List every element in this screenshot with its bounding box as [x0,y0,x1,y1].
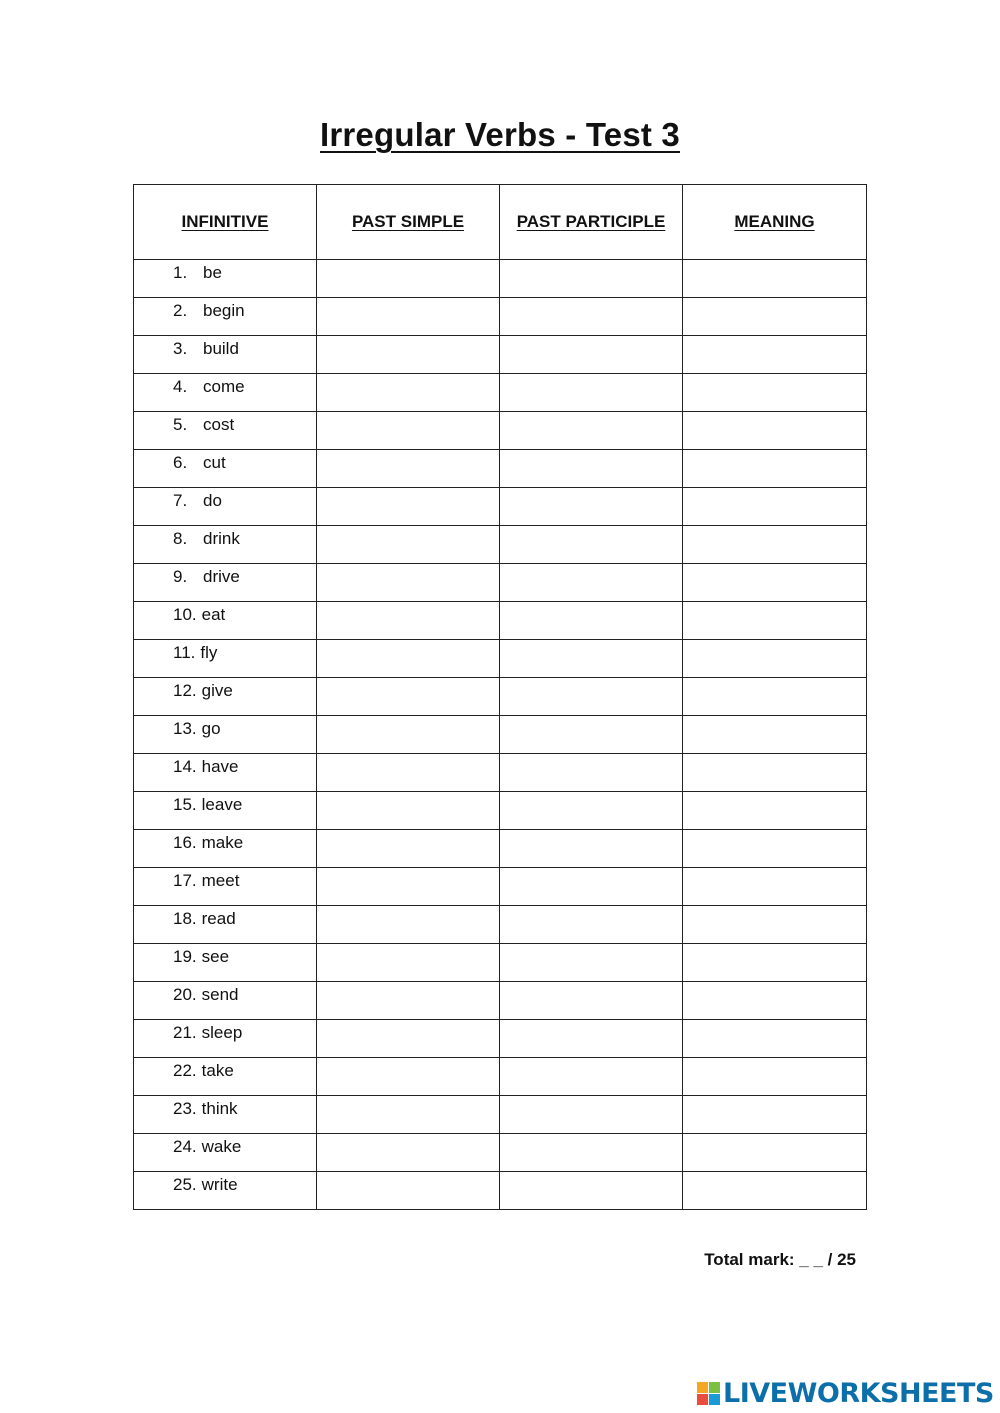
meaning-cell[interactable] [683,336,867,374]
past-participle-cell[interactable] [500,1134,683,1172]
infinitive-verb: cut [203,453,226,472]
item-number: 4. [173,377,188,396]
table-row [134,906,867,944]
infinitive-entry [134,640,316,663]
liveworksheets-logo-icon [697,1382,720,1405]
table-row [134,526,867,564]
past-simple-cell[interactable] [317,678,500,716]
meaning-cell[interactable] [683,678,867,716]
past-simple-cell[interactable] [317,564,500,602]
infinitive-cell [134,1096,317,1134]
meaning-cell[interactable] [683,982,867,1020]
infinitive-cell [134,488,317,526]
infinitive-entry [134,412,316,435]
item-number: 24. [173,1137,197,1156]
infinitive-entry [134,1172,316,1195]
infinitive-entry [134,374,316,397]
item-number: 3. [173,339,188,358]
past-participle-cell[interactable] [500,1020,683,1058]
table-row [134,450,867,488]
table-row [134,1134,867,1172]
infinitive-cell [134,1020,317,1058]
past-simple-cell[interactable] [317,602,500,640]
past-simple-cell[interactable] [317,412,500,450]
past-participle-cell[interactable] [500,564,683,602]
infinitive-verb: come [203,377,245,396]
meaning-cell[interactable] [683,868,867,906]
item-number: 1. [173,263,188,282]
infinitive-verb: eat [201,605,226,624]
item-number: 7. [173,491,188,510]
table-row [134,982,867,1020]
past-simple-cell[interactable] [317,716,500,754]
table-row [134,488,867,526]
item-number: 6. [173,453,188,472]
table-header-row [134,185,867,260]
item-number: 16. [173,833,197,852]
past-participle-cell[interactable] [500,830,683,868]
past-participle-cell[interactable] [500,488,683,526]
item-number: 14. [173,757,197,776]
page-title: Irregular Verbs - Test 3 [319,116,680,153]
past-simple-cell[interactable] [317,526,500,564]
infinitive-cell [134,640,317,678]
infinitive-verb: begin [203,301,245,320]
infinitive-cell [134,1172,317,1210]
past-participle-cell[interactable] [500,298,683,336]
header-infinitive: INFINITIVE [134,185,317,260]
infinitive-verb: take [201,1061,234,1080]
meaning-cell[interactable] [683,1058,867,1096]
table-row [134,754,867,792]
infinitive-cell [134,1134,317,1172]
past-participle-cell[interactable] [500,602,683,640]
past-simple-cell[interactable] [317,374,500,412]
past-participle-cell[interactable] [500,678,683,716]
infinitive-verb: build [203,339,239,358]
past-simple-cell[interactable] [317,868,500,906]
infinitive-verb: see [201,947,230,966]
infinitive-cell [134,868,317,906]
infinitive-entry [134,260,316,283]
liveworksheets-logo [697,1378,994,1408]
logo-square-2 [709,1382,720,1393]
past-simple-cell[interactable] [317,450,500,488]
infinitive-cell [134,412,317,450]
item-number: 2. [173,301,188,320]
past-participle-cell[interactable] [500,1172,683,1210]
past-participle-cell[interactable] [500,260,683,298]
logo-text: LIVEWORKSHEETS [723,1377,994,1409]
infinitive-entry [134,906,316,929]
item-number: 18. [173,909,197,928]
infinitive-verb: give [201,681,233,700]
infinitive-verb: think [201,1099,238,1118]
past-simple-cell[interactable] [317,488,500,526]
table-row [134,412,867,450]
past-simple-cell[interactable] [317,982,500,1020]
infinitive-cell [134,450,317,488]
infinitive-cell [134,830,317,868]
meaning-cell[interactable] [683,298,867,336]
past-participle-cell[interactable] [500,412,683,450]
infinitive-verb: make [201,833,244,852]
item-number: 22. [173,1061,197,1080]
infinitive-cell [134,336,317,374]
meaning-cell[interactable] [683,716,867,754]
table-row [134,868,867,906]
past-participle-cell[interactable] [500,374,683,412]
meaning-cell[interactable] [683,944,867,982]
logo-square-4 [709,1394,720,1405]
past-simple-cell[interactable] [317,1096,500,1134]
item-number: 21. [173,1023,197,1042]
past-simple-cell[interactable] [317,1134,500,1172]
infinitive-verb: send [201,985,239,1004]
meaning-cell[interactable] [683,1020,867,1058]
infinitive-entry [134,564,316,587]
meaning-cell[interactable] [683,374,867,412]
meaning-cell[interactable] [683,564,867,602]
past-simple-cell[interactable] [317,1172,500,1210]
infinitive-verb: go [201,719,221,738]
item-number: 8. [173,529,188,548]
infinitive-cell [134,982,317,1020]
meaning-cell[interactable] [683,488,867,526]
header-meaning: MEANING [683,185,867,260]
meaning-cell[interactable] [683,260,867,298]
item-number: 9. [173,567,188,586]
table-row [134,260,867,298]
infinitive-verb: leave [201,795,243,814]
table-row [134,1020,867,1058]
table-row [134,1058,867,1096]
table-row [134,944,867,982]
infinitive-cell [134,678,317,716]
table-row [134,1172,867,1210]
infinitive-cell [134,944,317,982]
meaning-cell[interactable] [683,412,867,450]
item-number: 25. [173,1175,197,1194]
infinitive-entry [134,716,316,739]
meaning-cell[interactable] [683,602,867,640]
past-participle-cell[interactable] [500,754,683,792]
table-row [134,830,867,868]
past-participle-cell[interactable] [500,906,683,944]
infinitive-entry [134,792,316,815]
infinitive-verb: drive [203,567,240,586]
infinitive-cell [134,906,317,944]
past-participle-cell[interactable] [500,868,683,906]
past-participle-cell[interactable] [500,450,683,488]
meaning-cell[interactable] [683,526,867,564]
past-participle-cell[interactable] [500,1058,683,1096]
table-row [134,716,867,754]
infinitive-entry [134,754,316,777]
table-row [134,678,867,716]
item-number: 5. [173,415,188,434]
infinitive-entry [134,602,316,625]
item-number: 23. [173,1099,197,1118]
item-number: 17. [173,871,197,890]
infinitive-entry [134,830,316,853]
past-simple-cell[interactable] [317,640,500,678]
infinitive-entry [134,298,316,321]
meaning-cell[interactable] [683,792,867,830]
infinitive-cell [134,374,317,412]
logo-square-1 [697,1382,708,1393]
past-simple-cell[interactable] [317,336,500,374]
table-row [134,374,867,412]
infinitive-verb: meet [201,871,240,890]
infinitive-entry [134,982,316,1005]
item-number: 10. [173,605,197,624]
meaning-cell[interactable] [683,1134,867,1172]
infinitive-cell [134,298,317,336]
past-simple-cell[interactable] [317,830,500,868]
past-simple-cell[interactable] [317,1058,500,1096]
infinitive-cell [134,260,317,298]
past-participle-cell[interactable] [500,640,683,678]
table-row [134,336,867,374]
verbs-table [133,184,867,1210]
meaning-cell[interactable] [683,830,867,868]
infinitive-cell [134,716,317,754]
meaning-cell[interactable] [683,640,867,678]
item-number: 20. [173,985,197,1004]
past-simple-cell[interactable] [317,792,500,830]
infinitive-cell [134,754,317,792]
infinitive-entry [134,336,316,359]
item-number: 12. [173,681,197,700]
infinitive-cell [134,1058,317,1096]
logo-square-3 [697,1394,708,1405]
meaning-cell[interactable] [683,906,867,944]
past-simple-cell[interactable] [317,944,500,982]
infinitive-entry [134,1134,316,1157]
table-row [134,1096,867,1134]
infinitive-verb: sleep [201,1023,243,1042]
past-participle-cell[interactable] [500,792,683,830]
header-past-participle: PAST PARTICIPLE [500,185,683,260]
meaning-cell[interactable] [683,754,867,792]
meaning-cell[interactable] [683,1172,867,1210]
infinitive-verb: wake [201,1137,242,1156]
table-row [134,602,867,640]
infinitive-verb: write [201,1175,238,1194]
past-simple-cell[interactable] [317,260,500,298]
infinitive-verb: fly [200,643,218,662]
past-participle-cell[interactable] [500,336,683,374]
infinitive-entry [134,868,316,891]
infinitive-cell [134,792,317,830]
infinitive-verb: cost [203,415,235,434]
meaning-cell[interactable] [683,1096,867,1134]
past-simple-cell[interactable] [317,754,500,792]
past-participle-cell[interactable] [500,526,683,564]
infinitive-entry [134,488,316,511]
past-simple-cell[interactable] [317,906,500,944]
infinitive-entry [134,1096,316,1119]
infinitive-verb: read [201,909,236,928]
past-simple-cell[interactable] [317,1020,500,1058]
infinitive-entry [134,1058,316,1081]
table-row [134,792,867,830]
table-row [134,298,867,336]
infinitive-verb: do [203,491,222,510]
past-participle-cell[interactable] [500,716,683,754]
infinitive-entry [134,678,316,701]
infinitive-entry [134,526,316,549]
infinitive-verb: be [203,263,222,282]
infinitive-verb: have [201,757,239,776]
header-past-simple: PAST SIMPLE [317,185,500,260]
infinitive-cell [134,526,317,564]
table-row [134,564,867,602]
past-participle-cell[interactable] [500,982,683,1020]
infinitive-entry [134,944,316,967]
item-number: 13. [173,719,197,738]
item-number: 11. [173,643,196,662]
total-mark: Total mark: _ _ / 25 [704,1250,856,1269]
past-participle-cell[interactable] [500,944,683,982]
infinitive-entry [134,1020,316,1043]
past-participle-cell[interactable] [500,1096,683,1134]
infinitive-entry [134,450,316,473]
infinitive-cell [134,564,317,602]
infinitive-cell [134,602,317,640]
item-number: 15. [173,795,197,814]
past-simple-cell[interactable] [317,298,500,336]
meaning-cell[interactable] [683,450,867,488]
table-body [134,260,867,1210]
table-row [134,640,867,678]
item-number: 19. [173,947,197,966]
infinitive-verb: drink [203,529,240,548]
